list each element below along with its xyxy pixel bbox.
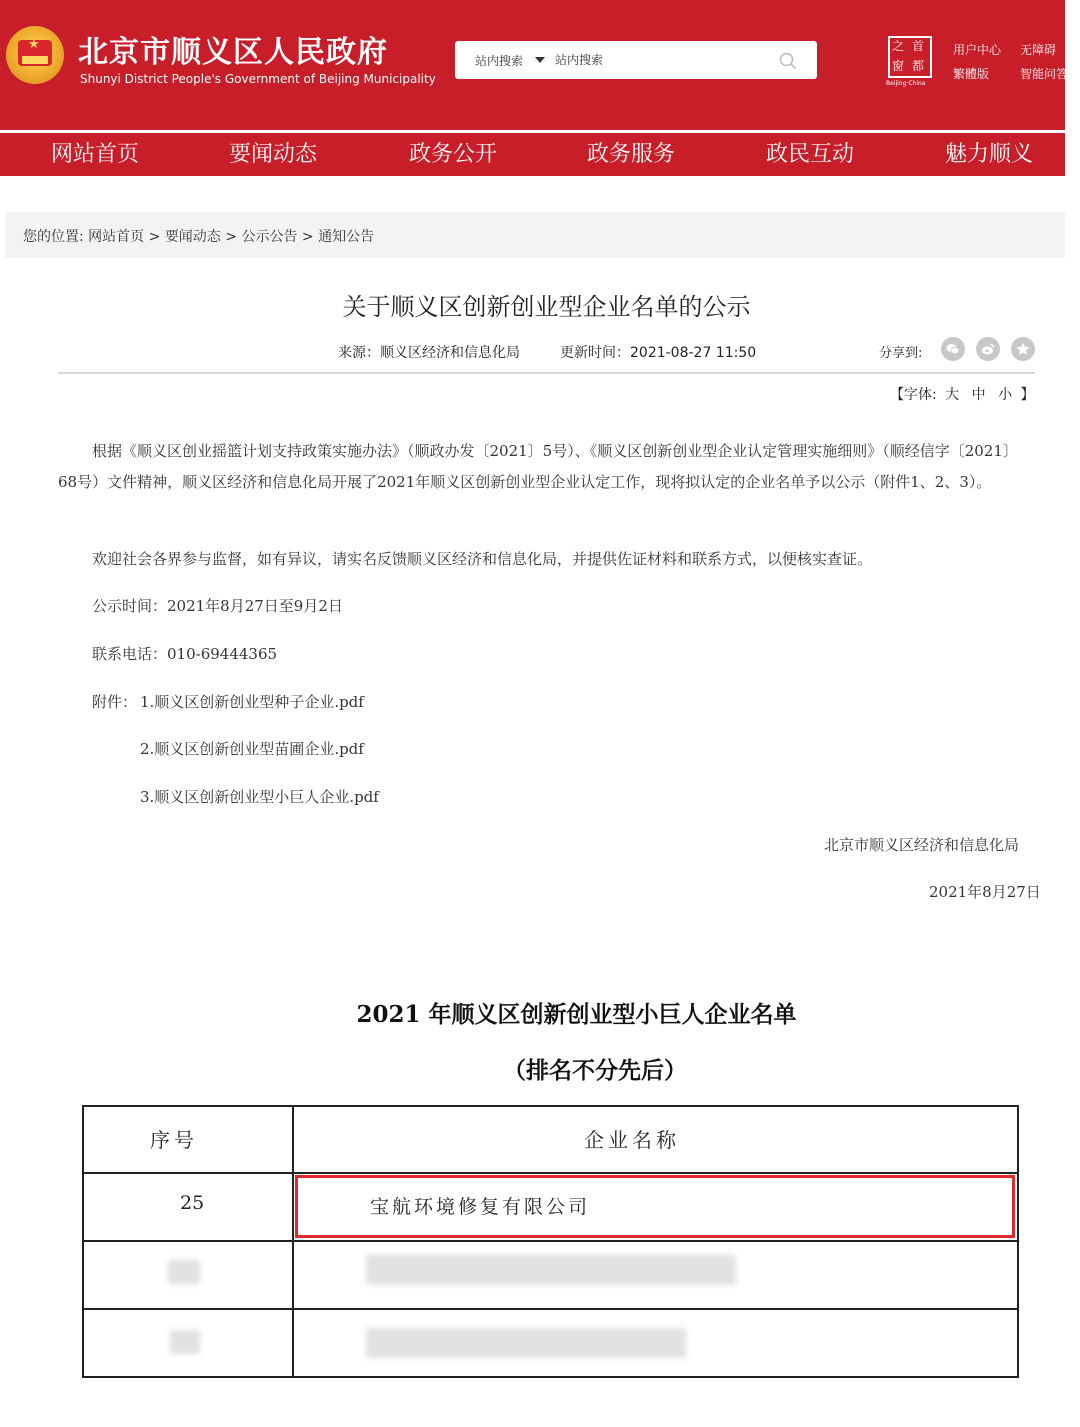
list-subtitle: （排名不分先后） <box>503 1057 687 1084</box>
article-paragraph: 欢迎社会各界参与监督，如有异议，请实名反馈顺义区经济和信息化局，并提供佐证材料和联系方式，以便核实查证。 <box>92 550 873 568</box>
table-row-index: 25 <box>180 1192 205 1214</box>
blurred-cell <box>168 1260 200 1284</box>
list-title: 2021 年顺义区创新创业型小巨人企业名单 <box>356 1001 797 1028</box>
breadcrumb-notices[interactable]: 通知公告 <box>318 229 375 245</box>
blurred-cell <box>366 1328 686 1358</box>
logo-char: 都 <box>912 59 925 73</box>
breadcrumb-home[interactable]: 网站首页 <box>88 229 145 245</box>
breadcrumb-announcements[interactable]: 公示公告 <box>241 229 298 245</box>
article-updated-time: 更新时间：2021-08-27 11:50 <box>560 345 757 361</box>
attachment-link[interactable]: 3.顺义区创新创业型小巨人企业.pdf <box>140 788 379 806</box>
search-input[interactable] <box>555 50 765 70</box>
blurred-cell <box>366 1255 736 1285</box>
national-emblem-icon[interactable]: ★ <box>6 26 64 84</box>
table-border <box>82 1105 84 1377</box>
font-size-large[interactable]: 大 <box>945 387 960 403</box>
wechat-share-icon[interactable] <box>941 337 965 361</box>
main-nav <box>0 133 1065 176</box>
smart-qa-link[interactable]: 智能问答 <box>1020 67 1069 81</box>
publicity-period: 公示时间：2021年8月27日至9月2日 <box>92 597 343 615</box>
table-header-index: 序号 <box>150 1128 198 1152</box>
attachments-label: 附件： <box>92 693 138 711</box>
site-subtitle: Shunyi District People's Government of Beijing Municipality <box>80 72 436 86</box>
breadcrumb <box>23 226 374 246</box>
contact-phone: 联系电话：010-69444365 <box>92 645 278 663</box>
attachment-link[interactable]: 2.顺义区创新创业型苗圃企业.pdf <box>140 740 364 758</box>
chevron-down-icon[interactable] <box>535 57 545 63</box>
article-date: 2021年8月27日 <box>929 883 1041 901</box>
favorite-star-icon[interactable] <box>1011 337 1035 361</box>
breadcrumb-separator: > <box>148 229 161 245</box>
nav-gov-open[interactable]: 政务公开 <box>409 142 498 167</box>
font-size-label-close: 】 <box>1020 387 1035 403</box>
table-border <box>82 1240 1019 1242</box>
font-size-small[interactable]: 小 <box>998 387 1013 403</box>
table-header-company: 企业名称 <box>584 1128 680 1152</box>
nav-gov-service[interactable]: 政务服务 <box>587 142 676 167</box>
nav-news[interactable]: 要闻动态 <box>229 142 318 167</box>
breadcrumb-label: 您的位置: <box>23 229 84 245</box>
attachment-link[interactable]: 1.顺义区创新创业型种子企业.pdf <box>140 693 364 711</box>
nav-charm-shunyi[interactable]: 魅力顺义 <box>945 142 1034 167</box>
article-source: 来源：顺义区经济和信息化局 <box>338 345 520 361</box>
table-border <box>292 1105 294 1377</box>
font-size-label: 【字体: <box>890 387 937 403</box>
table-border <box>82 1172 1019 1174</box>
table-border <box>1017 1105 1019 1377</box>
breadcrumb-separator: > <box>225 229 237 245</box>
weibo-share-icon[interactable] <box>976 337 1000 361</box>
search-icon[interactable] <box>778 51 798 71</box>
font-size-medium[interactable]: 中 <box>971 387 986 403</box>
nav-interaction[interactable]: 政民互动 <box>766 142 855 167</box>
table-row-company: 宝航环境修复有限公司 <box>370 1196 591 1218</box>
breadcrumb-separator: > <box>301 229 314 245</box>
capital-logo[interactable] <box>886 36 936 87</box>
article-title: 关于顺义区创新创业型企业名单的公示 <box>342 293 751 321</box>
accessibility-link[interactable]: 无障碍 <box>1020 43 1057 57</box>
site-header <box>0 0 1069 130</box>
traditional-chinese-link[interactable]: 繁體版 <box>953 67 990 81</box>
logo-char: 首 <box>912 39 925 53</box>
blurred-cell <box>170 1330 200 1354</box>
logo-caption: Beijing·China <box>886 80 926 87</box>
highlight-box <box>295 1175 1015 1238</box>
search-box <box>455 41 817 79</box>
title-divider <box>58 372 1035 374</box>
site-title[interactable]: 北京市顺义区人民政府 <box>78 35 388 70</box>
logo-char: 之 <box>892 39 905 53</box>
search-scope-select[interactable]: 站内搜索 <box>475 54 524 68</box>
article-paragraph: 根据《顺义区创业摇篮计划支持政策实施办法》（顺政办发〔2021〕5号）、《顺义区创新创业型企业认定管理实施细则》（顺经信字〔2021〕68号）文件精神，顺义区经济和信息化局开展了2021年顺义区创新创业型企业认定工作，现将拟认定的企业名单予以公示（附件1、2、3）。 <box>58 442 1018 491</box>
breadcrumb-bar <box>5 212 1065 258</box>
share-label: 分享到: <box>879 346 923 361</box>
table-border <box>82 1308 1019 1310</box>
logo-char: 窗 <box>892 59 905 73</box>
user-center-link[interactable]: 用户中心 <box>953 43 1002 57</box>
breadcrumb-news[interactable]: 要闻动态 <box>164 229 221 245</box>
font-size-switcher <box>890 384 1035 404</box>
article-signature: 北京市顺义区经济和信息化局 <box>824 836 1020 854</box>
table-border <box>82 1376 1019 1378</box>
nav-home[interactable]: 网站首页 <box>51 142 140 167</box>
table-border <box>82 1105 1019 1107</box>
